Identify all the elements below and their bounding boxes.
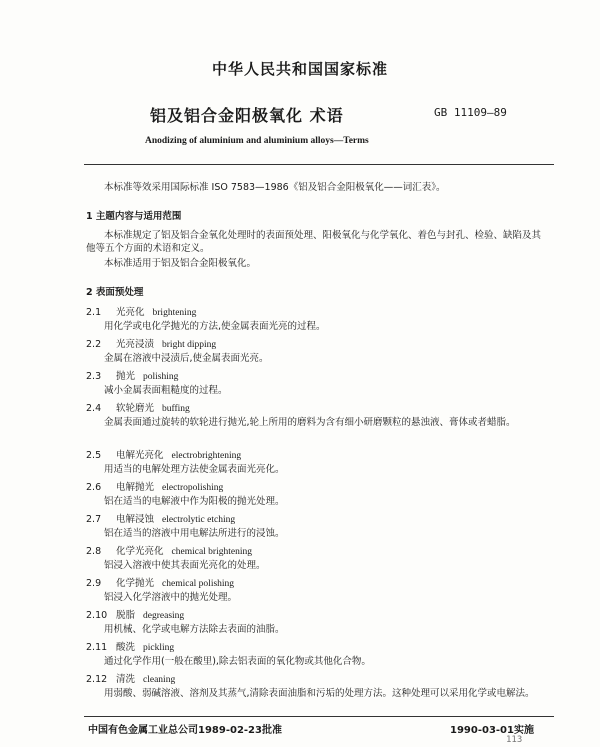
effective-date: 1990-03-01实施 — [450, 725, 534, 736]
english-title: Anodizing of aluminium and aluminium alloys—Terms — [145, 136, 369, 146]
term-en: brightening — [152, 308, 197, 318]
term-heading — [86, 449, 241, 463]
term-zh: 光亮化 — [116, 307, 145, 318]
term-en: bright dipping — [162, 340, 217, 350]
term-heading — [86, 481, 223, 495]
term-number: 2.10 — [86, 610, 108, 621]
term-zh: 化学光亮化 — [116, 546, 164, 557]
term-definition: 铝浸入化学溶液中的抛光处理。 — [104, 592, 238, 603]
term-heading — [86, 545, 252, 559]
term-heading — [86, 513, 235, 527]
term-heading — [86, 577, 234, 591]
standard-code: GB 11109—89 — [434, 106, 507, 119]
term-number: 2.1 — [86, 307, 102, 318]
term-number: 2.8 — [86, 546, 102, 557]
term-heading — [86, 402, 190, 416]
term-en: chemical polishing — [162, 579, 235, 589]
term-en: buffing — [162, 404, 190, 414]
term-en: pickling — [143, 643, 175, 653]
page-number: 113 — [506, 735, 523, 745]
intro-paragraph: 本标准等效采用国际标准 ISO 7583—1986《铝及铝合金阳极氧化——词汇表》。 — [104, 182, 446, 193]
term-number: 2.9 — [86, 578, 102, 589]
term-definition: 用化学或电化学抛光的方法,使金属表面光亮的过程。 — [104, 321, 326, 332]
header-divider — [84, 164, 554, 165]
term-zh: 清洗 — [116, 674, 136, 685]
term-definition: 铝在适当的溶液中用电解法所进行的浸蚀。 — [104, 528, 285, 539]
term-zh: 电解浸蚀 — [116, 514, 155, 525]
term-zh: 电解抛光 — [116, 482, 155, 493]
term-zh: 抛光 — [116, 371, 136, 382]
term-en: cleaning — [143, 675, 176, 685]
term-heading — [86, 306, 196, 320]
term-number: 2.12 — [86, 674, 108, 685]
term-number: 2.4 — [86, 403, 102, 414]
term-definition: 铝浸入溶液中使其表面光亮化的处理。 — [104, 560, 266, 571]
section-1-paragraph-2: 本标准适用于铝及铝合金阳极氧化。 — [104, 258, 257, 269]
term-en: electrolytic etching — [162, 515, 236, 525]
term-definition: 用机械、化学或电解方法除去表面的油脂。 — [104, 624, 285, 635]
term-en: chemical brightening — [171, 547, 252, 557]
term-number: 2.2 — [86, 339, 102, 350]
term-heading — [86, 338, 216, 352]
term-definition: 用弱酸、弱碱溶液、溶剂及其蒸气,清除表面油脂和污垢的处理方法。这种处理可以采用化学或电解法。 — [104, 688, 535, 699]
section-1-paragraph-1: 本标准规定了铝及铝合金氧化处理时的表面预处理、阳极氧化与化学氧化、着色与封孔、检验、缺陷及其他等五个方面的术语和定义。 — [86, 230, 542, 254]
term-definition: 铝在适当的电解液中作为阳极的抛光处理。 — [104, 496, 285, 507]
term-zh: 酸洗 — [116, 642, 136, 653]
term-definition: 金属表面通过旋转的软轮进行抛光,轮上所用的磨料为含有细小研磨颗粒的悬浊液、膏体或者蜡脂。 — [104, 417, 516, 428]
term-zh: 化学抛光 — [116, 578, 155, 589]
term-en: electropolishing — [162, 483, 224, 493]
term-number: 2.3 — [86, 371, 102, 382]
term-number: 2.6 — [86, 482, 102, 493]
term-definition: 用适当的电解处理方法使金属表面光亮化。 — [104, 464, 285, 475]
term-heading — [86, 370, 178, 384]
term-en: degreasing — [143, 611, 185, 621]
section-2-heading: 2 表面预处理 — [86, 287, 144, 298]
term-heading — [86, 673, 175, 687]
term-heading — [86, 641, 174, 655]
term-number: 2.5 — [86, 450, 102, 461]
term-definition: 金属在溶液中浸渍后,使金属表面光亮。 — [104, 353, 269, 364]
section-1-heading: 1 主题内容与适用范围 — [86, 211, 182, 222]
approval-line: 中国有色金属工业总公司1989-02-23批准 — [88, 725, 282, 736]
term-en: polishing — [143, 372, 179, 382]
term-definition: 通过化学作用(一般在酸里),除去铝表面的氧化物或其他化合物。 — [104, 656, 371, 667]
term-number: 2.11 — [86, 642, 108, 653]
term-zh: 软轮磨光 — [116, 403, 155, 414]
footer-divider — [84, 716, 554, 717]
term-heading — [86, 609, 184, 623]
document-title: 铝及铝合金阳极氧化 术语 — [150, 106, 344, 125]
term-zh: 光亮浸渍 — [116, 339, 155, 350]
term-en: electrobrightening — [171, 451, 242, 461]
term-number: 2.7 — [86, 514, 102, 525]
term-zh: 脱脂 — [116, 610, 136, 621]
term-zh: 电解光亮化 — [116, 450, 164, 461]
term-definition: 减小金属表面粗糙度的过程。 — [104, 385, 228, 396]
nation-standard-heading: 中华人民共和国国家标准 — [211, 60, 388, 78]
